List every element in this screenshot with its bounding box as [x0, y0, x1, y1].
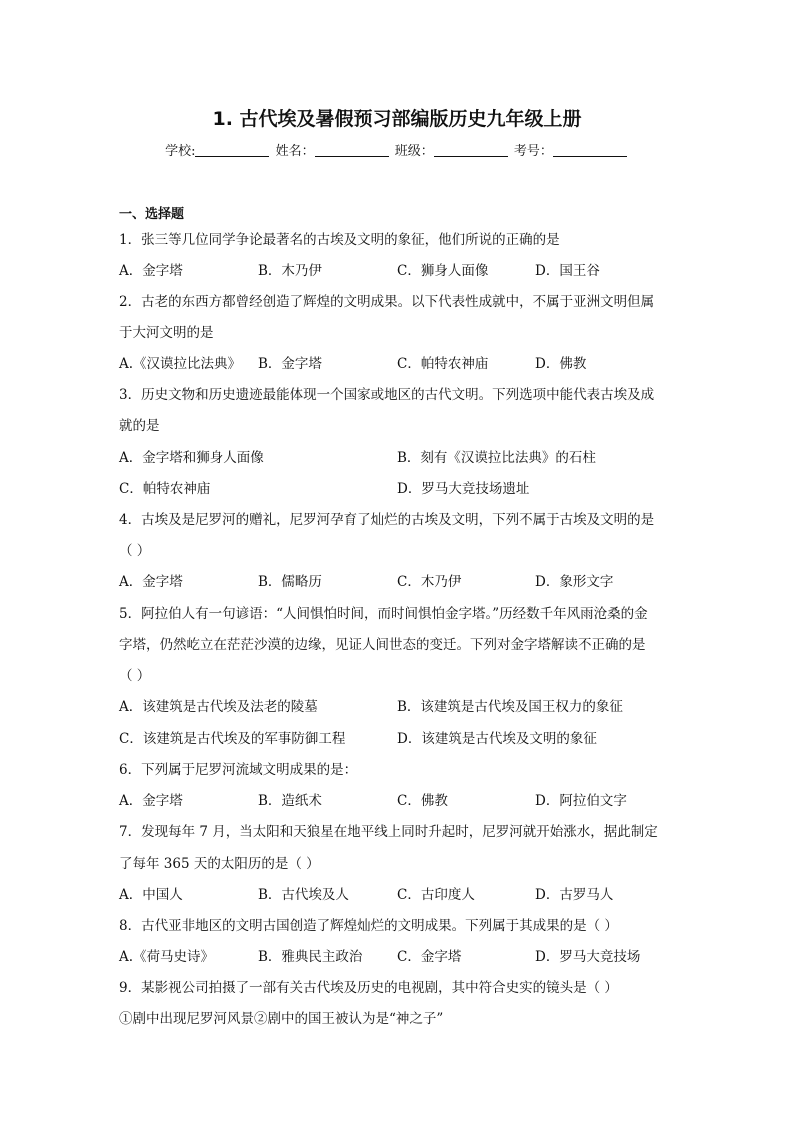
- question-7-stem-line-1: 7．发现每年 7 月，当太阳和天狼星在地平线上同时升起时，尼罗河就开始涨水，据此制定: [119, 824, 658, 840]
- page-title: 1. 古代埃及暑假预习部编版历史九年级上册: [212, 108, 582, 130]
- q6-option-d: D．阿拉伯文字: [535, 793, 627, 809]
- q5-option-d: D．该建筑是古代埃及文明的象征: [397, 731, 597, 747]
- school-label: 学校:: [165, 144, 196, 159]
- q2-option-b: B．金字塔: [258, 356, 322, 372]
- q2-option-c: C．帕特农神庙: [397, 356, 489, 372]
- q3-option-d: D．罗马大竞技场遗址: [397, 481, 530, 497]
- question-8-stem: 8．古代亚非地区的文明古国创造了辉煌灿烂的文明成果。下列属于其成果的是（ ）: [119, 918, 618, 934]
- name-blank: [315, 143, 389, 157]
- q7-option-a: A．中国人: [119, 887, 183, 903]
- exam-number-label: 考号：: [513, 144, 553, 159]
- q1-option-a: A．金字塔: [119, 263, 183, 279]
- question-5-stem-line-3: （ ）: [119, 668, 151, 684]
- q6-option-b: B．造纸术: [258, 793, 322, 809]
- q1-option-d: D．国王谷: [535, 263, 600, 279]
- question-4-stem-line-2: （ ）: [119, 543, 151, 559]
- q7-option-c: C．古印度人: [397, 887, 475, 903]
- q8-option-c: C．金字塔: [397, 949, 462, 965]
- q8-option-a: A.《荷马史诗》: [119, 949, 215, 965]
- class-blank: [434, 143, 508, 157]
- question-9-stem: 9．某影视公司拍摄了一部有关古代埃及历史的电视剧，其中符合史实的镜头是（ ）: [119, 980, 618, 996]
- question-6-stem: 6．下列属于尼罗河流域文明成果的是：: [119, 762, 358, 778]
- question-5-stem-line-1: 5．阿拉伯人有一句谚语：“人间惧怕时间，而时间惧怕金字塔。”历经数千年风雨沧桑的金: [119, 606, 648, 622]
- q4-option-d: D．象形文字: [535, 574, 614, 590]
- q8-option-d: D．罗马大竞技场: [535, 949, 641, 965]
- question-2-stem-line-2: 于大河文明的是: [119, 325, 214, 341]
- student-info-line: [0, 140, 794, 159]
- question-5-stem-line-2: 字塔，仍然屹立在茫茫沙漠的边缘，见证人间世态的变迁。下列对金字塔解读不正确的是: [119, 637, 646, 653]
- q7-option-d: D．古罗马人: [535, 887, 614, 903]
- q5-option-b: B．该建筑是古代埃及国王权力的象征: [397, 699, 623, 715]
- class-label: 班级：: [394, 144, 434, 159]
- exam-number-blank: [553, 143, 627, 157]
- question-3-stem-line-1: 3．历史文物和历史遗迹最能体现一个国家或地区的古代文明。下列选项中能代表古埃及成: [119, 387, 655, 403]
- q1-option-c: C．狮身人面像: [397, 263, 489, 279]
- question-3-stem-line-2: 就的是: [119, 418, 160, 434]
- q2-option-d: D．佛教: [535, 356, 587, 372]
- name-label: 姓名：: [275, 144, 315, 159]
- question-7-stem-line-2: 了每年 365 天的太阳历的是（ ）: [119, 856, 320, 872]
- q3-option-a: A．金字塔和狮身人面像: [119, 450, 264, 466]
- q2-option-a: A.《汉谟拉比法典》: [119, 356, 242, 372]
- q4-option-a: A．金字塔: [119, 574, 183, 590]
- school-blank: [195, 143, 269, 157]
- question-9-statements: ①剧中出现尼罗河风景②剧中的国王被认为是“神之子”: [119, 1011, 444, 1027]
- question-4-stem-line-1: 4．古埃及是尼罗河的赠礼，尼罗河孕育了灿烂的古埃及文明，下列不属于古埃及文明的是: [119, 512, 655, 528]
- q8-option-b: B．雅典民主政治: [258, 949, 363, 965]
- q3-option-b: B．刻有《汉谟拉比法典》的石柱: [397, 450, 596, 466]
- q7-option-b: B．古代埃及人: [258, 887, 349, 903]
- q5-option-c: C．该建筑是古代埃及的军事防御工程: [119, 731, 346, 747]
- q6-option-a: A．金字塔: [119, 793, 183, 809]
- section-heading: 一、选择题: [119, 207, 185, 222]
- q3-option-c: C．帕特农神庙: [119, 481, 211, 497]
- q1-option-b: B．木乃伊: [258, 263, 322, 279]
- question-2-stem-line-1: 2．古老的东西方都曾经创造了辉煌的文明成果。以下代表性成就中，不属于亚洲文明但属: [119, 294, 655, 310]
- q5-option-a: A．该建筑是古代埃及法老的陵墓: [119, 699, 318, 715]
- q4-option-c: C．木乃伊: [397, 574, 462, 590]
- question-1-stem: 1．张三等几位同学争论最著名的古埃及文明的象征，他们所说的正确的是: [119, 232, 560, 248]
- q6-option-c: C．佛教: [397, 793, 448, 809]
- q4-option-b: B．儒略历: [258, 574, 322, 590]
